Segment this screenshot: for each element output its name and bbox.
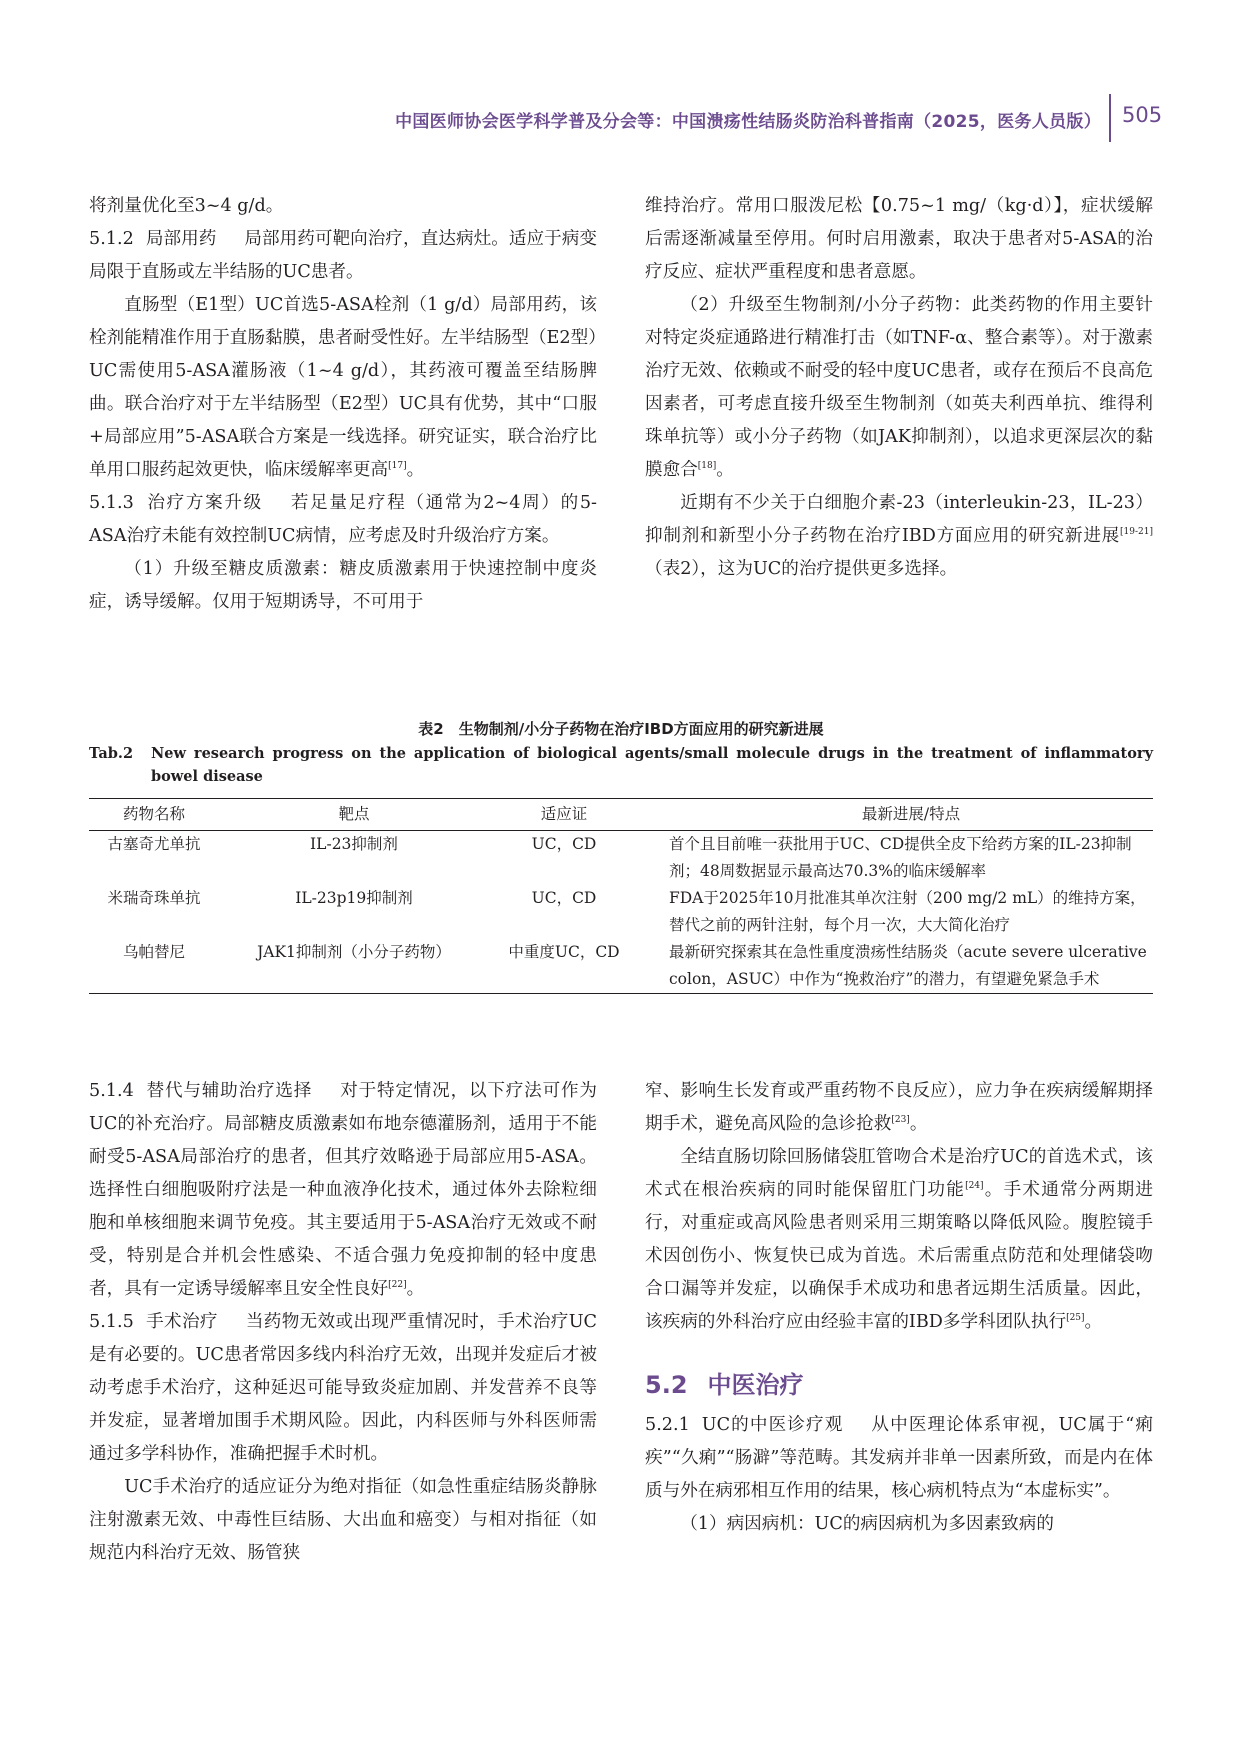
page-number: 505 — [1122, 103, 1163, 127]
right-column-top — [645, 190, 1153, 586]
header-divider — [1109, 94, 1111, 142]
paragraph: （1）升级至糖皮质激素：糖皮质激素用于快速控制中度炎症，诱导缓解。仅用于短期诱导，不可用于 — [89, 559, 597, 612]
punctuation: 。 — [406, 1279, 425, 1299]
column-header: 适应证 — [489, 799, 639, 831]
table-header-row — [89, 799, 1153, 831]
section-5-1-3 — [89, 487, 597, 553]
section-5-1-4 — [89, 1075, 597, 1306]
section-5-1-5 — [89, 1306, 597, 1471]
table-caption-text: New research progress on the application of biological agents/small molecule drugs in the treatment of inflammatory bowel disease — [151, 745, 1153, 785]
section-text: 若足量足疗程（通常为2~4周）的5-ASA治疗未能有效控制UC病情，应考虑及时升级治疗方案。 — [89, 493, 597, 546]
table-2 — [89, 718, 1153, 994]
table-cell: IL-23抑制剂 — [310, 835, 398, 853]
data-table — [89, 798, 1153, 994]
paragraph: UC手术治疗的适应证分为绝对指征（如急性重症结肠炎静脉注射激素无效、中毒性巨结肠、大出血和癌变）与相对指征（如规范内科治疗无效、肠管狭 — [89, 1477, 597, 1563]
section-number: 5.1.5 — [89, 1312, 134, 1332]
table-cell: IL-23p19抑制剂 — [295, 889, 413, 907]
citation: [24] — [965, 1181, 984, 1191]
section-number: 5.1.3 — [89, 493, 134, 513]
table-cell: 首个且目前唯一获批用于UC、CD提供全皮下给药方案的IL-23抑制剂；48周数据显示最高达70.3%的临床缓解率 — [669, 835, 1132, 880]
table-cell: UC，CD — [531, 889, 597, 907]
paragraph — [645, 289, 1153, 487]
left-column-top — [89, 190, 597, 619]
column-header: 最新进展/特点 — [639, 799, 1153, 831]
section-title: 替代与辅助治疗选择 — [145, 1081, 313, 1101]
citation: [23] — [891, 1115, 910, 1125]
table-row — [89, 885, 1153, 939]
section-text: 局部用药可靶向治疗，直达病灶。适应于病变局限于直肠或左半结肠的UC患者。 — [89, 229, 597, 282]
paragraph-text: 。手术通常分两期进行，对重症或高风险患者则采用三期策略以降低风险。腹腔镜手术因创伤小、恢复快已成为首选。术后需重点防范和处理储袋吻合口漏等并发症，以确保手术成功和患者远期生活质量。因此，该疾病的外科治疗应由经验丰富的IBD多学科团队执行 — [645, 1180, 1153, 1332]
right-column-bottom — [645, 1075, 1153, 1541]
column-header: 药物名称 — [89, 799, 219, 831]
paragraph — [645, 1075, 1153, 1141]
section-title: UC的中医诊疗观 — [701, 1415, 844, 1435]
section-title: 局部用药 — [145, 229, 217, 249]
table-cell: JAK1抑制剂（小分子药物） — [257, 943, 451, 961]
table-row — [89, 939, 1153, 994]
section-text: 当药物无效或出现严重情况时，手术治疗UC是有必要的。UC患者常因多线内科治疗无效，出现并发症后才被动考虑手术治疗，这种延迟可能导致炎症加剧、并发营养不良等并发症，显著增加围手术期风险。因此，内科医师与外科医师需通过多学科协作，准确把握手术时机。 — [89, 1312, 597, 1464]
table-label: Tab.2 — [89, 745, 134, 762]
page-header — [0, 0, 1241, 150]
section-text: 从中医理论体系审视，UC属于“痢疾”“久痢”“肠澼”等范畴。其发病并非单一因素所致，而是内在体质与外在病邪相互作用的结果，核心病机特点为“本虚标实”。 — [645, 1415, 1153, 1501]
table-cell: 中重度UC，CD — [508, 943, 620, 961]
paragraph-text: 窄、影响生长发育或严重药物不良反应），应力争在疾病缓解期择期手术，避免高风险的急诊抢救 — [645, 1081, 1153, 1134]
citation: [17] — [388, 461, 407, 471]
citation: [22] — [388, 1280, 407, 1290]
paragraph — [645, 1141, 1153, 1339]
paragraph: （1）病因病机：UC的病因病机为多因素致病的 — [680, 1514, 1054, 1534]
section-5-1-2 — [89, 223, 597, 289]
paragraph: 维持治疗。常用口服泼尼松【0.75~1 mg/（kg·d）】，症状缓解后需逐渐减量至停用。何时启用激素，取决于患者对5-ASA的治疗反应、症状严重程度和患者意愿。 — [645, 196, 1153, 282]
section-text: 对于特定情况，以下疗法可作为UC的补充治疗。局部糖皮质激素如布地奈德灌肠剂，适用于不能耐受5-ASA局部治疗的患者，但其疗效略逊于局部应用5-ASA。选择性白细胞吸附疗法是一种血液净化技术，通过体外去除粒细胞和单核细胞来调节免疫。其主要适用于5-ASA治疗无效或不耐受，特别是合并机会性感染、不适合强力免疫抑制的轻中度患者，具有一定诱导缓解率且安全性良好 — [89, 1081, 597, 1299]
punctuation: 。 — [716, 460, 734, 480]
table-caption-cn: 表2 生物制剂/小分子药物在治疗IBD方面应用的研究新进展 — [418, 720, 824, 738]
punctuation: 。 — [406, 460, 425, 480]
punctuation: 。 — [1084, 1312, 1103, 1332]
left-column-bottom — [89, 1075, 597, 1570]
paragraph — [645, 487, 1153, 586]
section-number: 5.2.1 — [645, 1415, 690, 1435]
table-caption-en — [89, 742, 1153, 788]
paragraph: 将剂量优化至3~4 g/d。 — [89, 196, 284, 216]
section-title: 手术治疗 — [145, 1312, 218, 1332]
paragraph-text: 直肠型（E1型）UC首选5-ASA栓剂（1 g/d）局部用药，该栓剂能精准作用于直肠黏膜，患者耐受性好。左半结肠型（E2型）UC需使用5-ASA灌肠液（1~4 g/d），其药液可覆盖至结肠脾曲。联合治疗对于左半结肠型（E2型）UC具有优势，其中“口服+局部应用”5-ASA联合方案是一线选择。研究证实，联合治疗比单用口服药起效更快，临床缓解率更高 — [89, 295, 597, 480]
paragraph-text: （表2），这为UC的治疗提供更多选择。 — [645, 559, 958, 579]
paragraph — [89, 289, 597, 487]
running-title: 中国医师协会医学科学普及分会等：中国溃疡性结肠炎防治科普指南（2025，医务人员版） — [395, 112, 1101, 132]
punctuation: 。 — [909, 1114, 928, 1134]
paragraph-text: （2）升级至生物制剂/小分子药物：此类药物的作用主要针对特定炎症通路进行精准打击（如TNF-α、整合素等）。对于激素治疗无效、依赖或不耐受的轻中度UC患者，或存在预后不良高危因素者，可考虑直接升级至生物制剂（如英夫利西单抗、维得利珠单抗等）或小分子药物（如JAK抑制剂），以追求更深层次的黏膜愈合 — [645, 295, 1153, 480]
table-cell: UC，CD — [531, 835, 597, 853]
citation: [25] — [1066, 1313, 1085, 1323]
section-5-2-1 — [645, 1409, 1153, 1508]
heading-title: 中医治疗 — [707, 1371, 804, 1399]
section-title: 治疗方案升级 — [145, 493, 263, 513]
table-cell: 米瑞奇珠单抗 — [107, 889, 201, 907]
citation: [18] — [697, 461, 717, 471]
table-cell: 乌帕替尼 — [122, 943, 185, 961]
section-number: 5.1.2 — [89, 229, 134, 249]
paragraph-text: 全结直肠切除回肠储袋肛管吻合术是治疗UC的首选术式，该术式在根治疾病的同时能保留肛门功能 — [645, 1147, 1153, 1200]
table-cell: 古塞奇尤单抗 — [107, 835, 201, 853]
heading-number: 5.2 — [645, 1371, 688, 1399]
table-cell: 最新研究探索其在急性重度溃疡性结肠炎（acute severe ulcerative colon，ASUC）中作为“挽救治疗”的潜力，有望避免紧急手术 — [669, 943, 1147, 988]
section-heading-5-2 — [645, 1367, 1153, 1403]
citation: [19-21] — [1120, 527, 1153, 537]
table-cell: FDA于2025年10月批准其单次注射（200 mg/2 mL）的维持方案，替代之前的两针注射，每个月一次，大大简化治疗 — [669, 889, 1146, 934]
table-row — [89, 831, 1153, 886]
section-number: 5.1.4 — [89, 1081, 134, 1101]
paragraph-text: 近期有不少关于白细胞介素-23（interleukin-23，IL-23）抑制剂和新型小分子药物在治疗IBD方面应用的研究新进展 — [645, 493, 1153, 546]
column-header: 靶点 — [219, 799, 489, 831]
